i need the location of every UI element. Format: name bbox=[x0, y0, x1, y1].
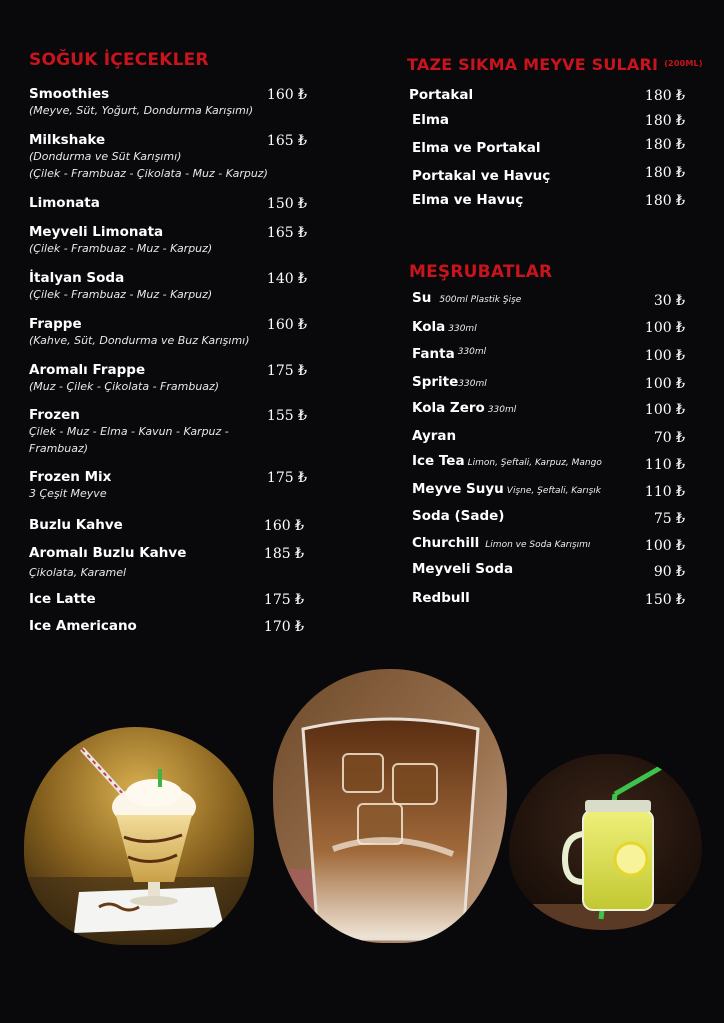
item-detail: 330ml bbox=[458, 379, 487, 389]
item-name: Frozen Mix bbox=[29, 469, 112, 485]
item-description: (Çilek - Frambuaz - Muz - Karpuz) bbox=[29, 242, 213, 255]
item-name: Redbull bbox=[412, 590, 470, 606]
menu-item bbox=[29, 195, 307, 211]
item-price: 175 ₺ bbox=[263, 592, 304, 608]
item-name: Milkshake bbox=[29, 132, 106, 148]
item-description-2: Frambuaz) bbox=[29, 442, 89, 455]
item-detail: Vişne, Şeftali, Karışık bbox=[506, 486, 601, 496]
juices-title-text: TAZE SIKMA MEYVE SULARI bbox=[407, 55, 659, 74]
item-price: 165 ₺ bbox=[266, 225, 307, 241]
item-detail: Limon ve Soda Karışımı bbox=[485, 540, 591, 550]
item-name: Meyveli Limonata bbox=[29, 224, 164, 240]
item-name-text: Churchill bbox=[412, 535, 480, 551]
menu-item bbox=[412, 374, 685, 390]
item-detail: 500ml Plastik Şişe bbox=[439, 295, 522, 305]
item-price: 165 ₺ bbox=[266, 133, 307, 149]
item-price: 160 ₺ bbox=[263, 518, 304, 534]
item-price: 100 ₺ bbox=[644, 538, 685, 554]
item-price: 90 ₺ bbox=[653, 564, 685, 580]
item-name-text: Fanta bbox=[412, 346, 455, 362]
item-description: (Çilek - Frambuaz - Muz - Karpuz) bbox=[29, 288, 213, 301]
item-name: Portakal bbox=[409, 87, 474, 103]
menu-item bbox=[412, 400, 685, 416]
item-name: İtalyan Soda bbox=[29, 270, 125, 286]
item-price: 170 ₺ bbox=[263, 619, 304, 635]
item-name: Ayran bbox=[412, 428, 457, 444]
item-description: (Meyve, Süt, Yoğurt, Dondurma Karışımı) bbox=[29, 104, 254, 117]
item-detail: 330ml bbox=[487, 405, 517, 415]
item-price: 180 ₺ bbox=[644, 193, 685, 209]
cold-drinks-list bbox=[29, 0, 307, 660]
item-description: 3 Çeşit Meyve bbox=[29, 487, 107, 500]
menu-item bbox=[29, 591, 307, 607]
item-name: Ice Latte bbox=[29, 591, 96, 607]
item-price: 155 ₺ bbox=[266, 408, 307, 424]
menu-item bbox=[412, 481, 685, 500]
juices-volume-note: (200ML) bbox=[664, 59, 703, 68]
item-name-text: Sprite bbox=[412, 374, 459, 390]
item-name: Buzlu Kahve bbox=[29, 517, 123, 533]
item-name: Elma bbox=[412, 112, 450, 128]
item-description: (Kahve, Süt, Dondurma ve Buz Karışımı) bbox=[29, 334, 250, 347]
item-price: 70 ₺ bbox=[653, 430, 685, 446]
item-name bbox=[412, 290, 685, 306]
menu-item bbox=[412, 453, 685, 473]
menu-item bbox=[29, 517, 307, 533]
item-price: 180 ₺ bbox=[644, 88, 685, 104]
item-price: 160 ₺ bbox=[266, 317, 307, 333]
item-price: 175 ₺ bbox=[266, 470, 307, 486]
menu-item bbox=[29, 545, 307, 581]
item-name: Aromalı Frappe bbox=[29, 362, 146, 378]
item-price: 110 ₺ bbox=[644, 484, 685, 500]
item-description: (Muz - Çilek - Çikolata - Frambuaz) bbox=[29, 380, 220, 393]
item-name: Elma ve Havuç bbox=[412, 192, 524, 208]
menu-item bbox=[29, 618, 307, 634]
item-name: Portakal ve Havuç bbox=[412, 168, 551, 184]
item-detail: Limon, Şeftali, Karpuz, Mango bbox=[467, 458, 602, 468]
menu-item bbox=[29, 270, 307, 303]
item-price: 180 ₺ bbox=[644, 165, 685, 181]
item-price: 150 ₺ bbox=[644, 592, 685, 608]
item-description-2: (Çilek - Frambuaz - Çikolata - Muz - Karpuz) bbox=[29, 167, 268, 180]
item-price: 160 ₺ bbox=[266, 87, 307, 103]
item-price: 75 ₺ bbox=[653, 511, 685, 527]
item-name: Ice Americano bbox=[29, 618, 137, 634]
menu-item bbox=[29, 362, 307, 395]
item-detail: 330ml bbox=[448, 324, 477, 334]
item-price: 150 ₺ bbox=[266, 196, 307, 212]
milkshake-photo bbox=[24, 727, 254, 945]
item-name-text: Kola Zero bbox=[412, 400, 485, 416]
item-price: 185 ₺ bbox=[263, 546, 304, 562]
cold-drinks-title: SOĞUK İÇECEKLER bbox=[29, 50, 209, 70]
item-price: 30 ₺ bbox=[653, 293, 685, 309]
menu-item bbox=[29, 132, 307, 182]
item-name-text: Kola bbox=[412, 319, 446, 335]
menu-item bbox=[29, 407, 307, 457]
item-name: Frozen bbox=[29, 407, 80, 423]
item-name: Elma ve Portakal bbox=[412, 140, 541, 156]
item-price: 110 ₺ bbox=[644, 457, 685, 473]
item-name: Aromalı Buzlu Kahve bbox=[29, 545, 187, 561]
menu-item bbox=[412, 590, 685, 606]
item-description: Çilek - Muz - Elma - Kavun - Karpuz - bbox=[29, 425, 229, 438]
menu-item bbox=[29, 469, 307, 502]
item-name-text: Ice Tea bbox=[412, 453, 465, 469]
menu-item bbox=[29, 316, 307, 349]
menu-item bbox=[412, 319, 685, 335]
menu-item bbox=[412, 346, 685, 362]
lemonade-photo bbox=[509, 754, 702, 930]
item-price: 100 ₺ bbox=[644, 376, 685, 392]
item-price: 180 ₺ bbox=[644, 113, 685, 129]
item-price: 140 ₺ bbox=[266, 271, 307, 287]
menu-item bbox=[412, 508, 685, 527]
item-detail: 330ml bbox=[457, 347, 487, 357]
item-name: Frappe bbox=[29, 316, 82, 332]
item-price: 100 ₺ bbox=[644, 320, 685, 336]
item-price: 180 ₺ bbox=[644, 137, 685, 153]
item-name: Meyveli Soda bbox=[412, 561, 514, 577]
item-name: Soda (Sade) bbox=[412, 508, 505, 524]
menu-item bbox=[412, 290, 685, 309]
menu-item bbox=[29, 86, 307, 119]
item-description: (Dondurma ve Süt Karışımı) bbox=[29, 150, 182, 163]
item-name-text: Meyve Suyu bbox=[412, 481, 504, 497]
iced-latte-photo bbox=[273, 669, 507, 943]
item-price: 100 ₺ bbox=[644, 402, 685, 418]
soft-drinks-list bbox=[412, 0, 685, 620]
item-name: Smoothies bbox=[29, 86, 110, 102]
soft-drinks-title: MEŞRUBATLAR bbox=[409, 262, 553, 282]
item-price: 175 ₺ bbox=[266, 363, 307, 379]
menu-item bbox=[412, 535, 685, 554]
menu-item bbox=[412, 561, 685, 580]
menu-item bbox=[412, 428, 685, 444]
item-name: Limonata bbox=[29, 195, 100, 211]
item-name-text: Su bbox=[412, 290, 432, 306]
item-description: Çikolata, Karamel bbox=[29, 566, 127, 579]
item-price: 100 ₺ bbox=[644, 348, 685, 364]
menu-item bbox=[29, 224, 307, 257]
